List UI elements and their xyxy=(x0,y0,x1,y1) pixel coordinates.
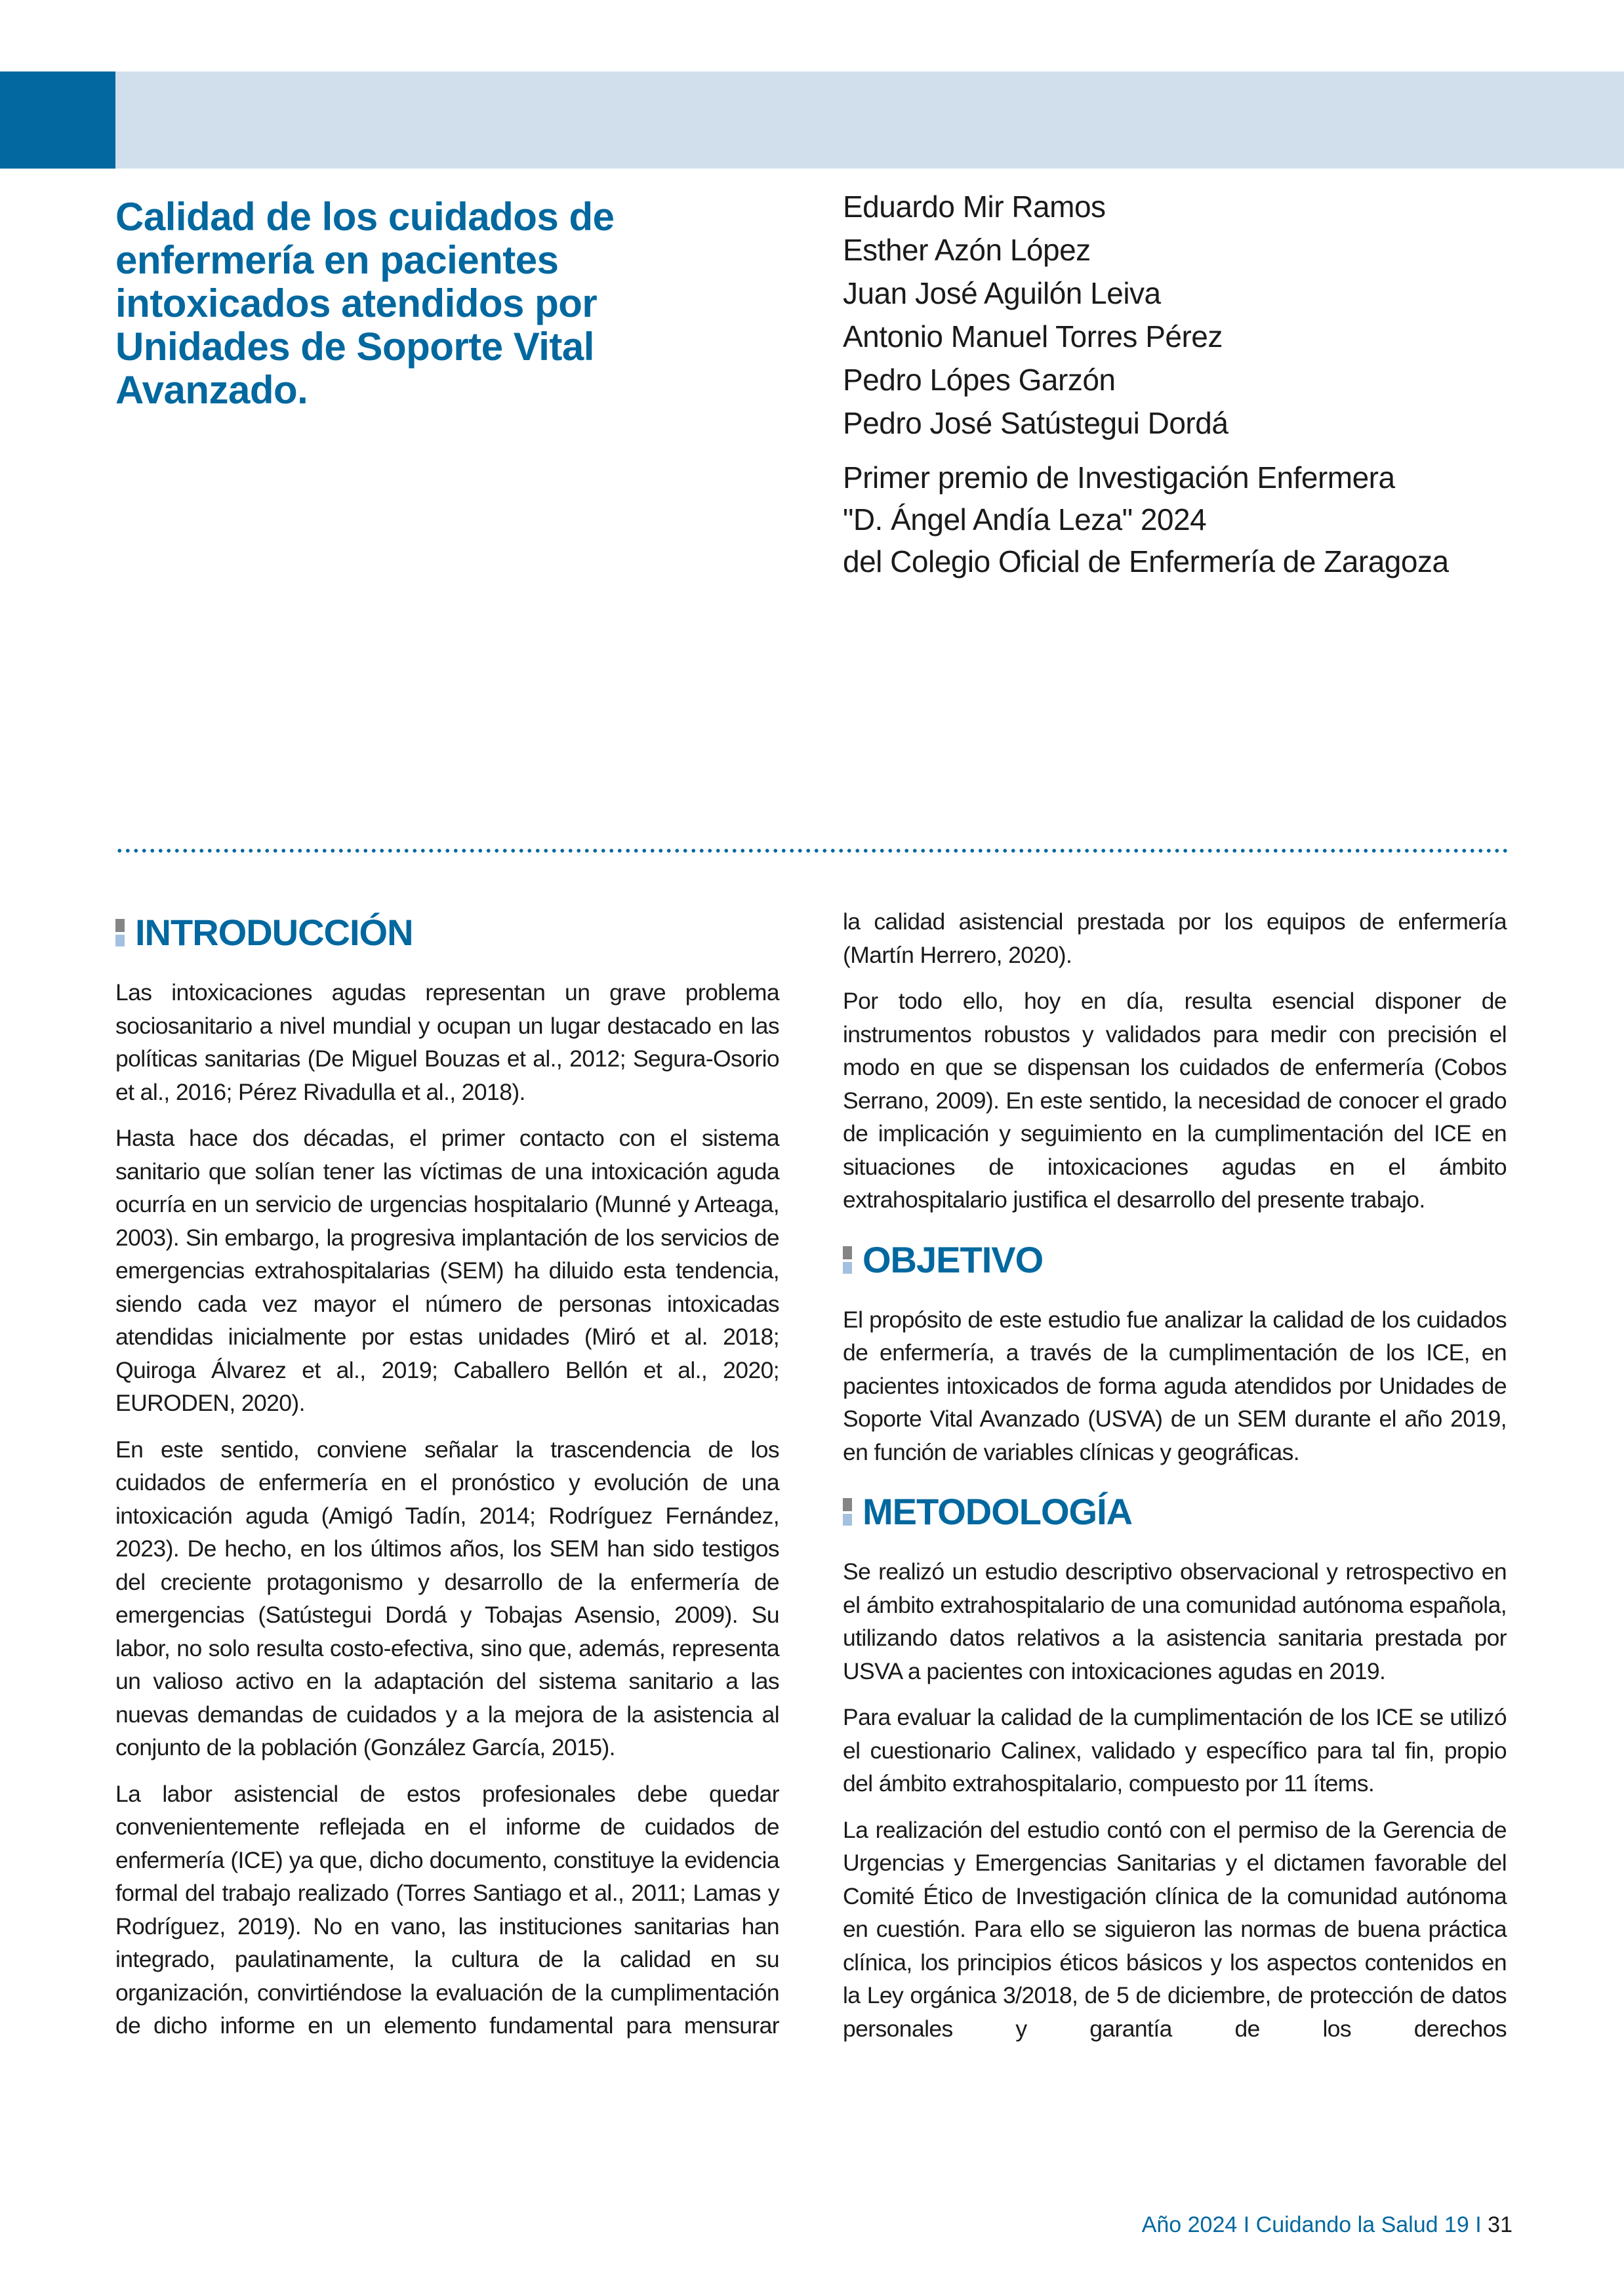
paragraph: La labor asistencial de estos profesionales debe quedar convenientemente reflejada en el informe de cuidados de enfermería (ICE) ya que, dicho documento, constituye la evidencia formal del trabajo realizado (Torres Santiago et al., 2011; Lamas y Rodríguez, 2019). No en vano, las instituciones sanitarias han integrado, paulatinamente, la cultura de la calidad en su organización, convirtiéndose la evaluación de la cumplimentación de dicho informe en un elemento fundamental para mensurar xyxy=(115,1780,779,2039)
paragraph: Por todo ello, hoy en día, resulta esencial disponer de instrumentos robustos y validados para medir con precisión el modo en que se dispensan los cuidados de enfermería (Cobos Serrano, 2009). En este sentido, la necesidad de conocer el grado de implicación y seguimiento en la cumplimentación del ICE en situaciones de intoxicaciones agudas en el ámbito extrahospitalario justifica el desarrollo del presente trabajo. xyxy=(843,988,1507,1213)
author-name: Juan José Aguilón Leiva xyxy=(843,276,1161,310)
paragraph: En este sentido, conviene señalar la trascendencia de los cuidados de enfermería en el pronóstico y evolución de una intoxicación aguda (Amigó Tadín, 2014; Rodríguez Fernández, 2023). De hecho, en los últimos años, los SEM han sido testigos del creciente protagonismo y desarrollo de la enfermería de emergencias (Satústegui Dordá y Tobajas Asensio, 2009). Su labor, no solo resulta costo-efectiva, sino que, además, representa un valioso activo en la adaptación del sistema sanitario a las nuevas demandas de cuidados y a la mejora de la asistencia al conjunto de la población (González García, 2015). xyxy=(115,1436,779,1760)
paragraph: Se realizó un estudio descriptivo observacional y retrospectivo en el ámbito extrahospitalario de una comunidad autónoma española, utilizando datos relativos a la asistencia sanitaria prestada por USVA a pacientes con intoxicaciones agudas en 2019. xyxy=(843,1558,1507,1684)
award-line: Primer premio de Investigación Enfermera xyxy=(843,460,1395,495)
article-title: Calidad de los cuidados de enfermería en pacientes intoxicados atendidos por Unidades de Soporte Vital Avanzado. xyxy=(115,195,615,412)
section-heading-text: OBJETIVO xyxy=(863,1238,1044,1280)
heading-marker-icon xyxy=(115,919,125,946)
left-column xyxy=(115,912,779,2056)
paragraph: Hasta hace dos décadas, el primer contacto con el sistema sanitario que solían tener las víctimas de una intoxicación aguda ocurría en un servicio de urgencias hospitalario (Munné y Arteaga, 2003). Sin embargo, la progresiva implantación de los servicios de emergencias extrahospitalarias (SEM) ha diluido esta tendencia, siendo cada vez mayor el número de personas intoxicadas atendidas inicialmente por estas unidades (Miró et al. 2018; Quiroga Álvarez et al., 2019; Caballero Bellón et al., 2020; EURODEN, 2020). xyxy=(115,1125,779,1416)
paragraph: Para evaluar la calidad de la cumplimentación de los ICE se utilizó el cuestionario Calinex, validado y específico para tal fin, propio del ámbito extrahospitalario, compuesto por 11 ítems. xyxy=(843,1704,1507,1797)
section-heading-text: INTRODUCCIÓN xyxy=(135,912,413,953)
paragraph: Las intoxicaciones agudas representan un grave problema sociosanitario a nivel mundial y ocupan un lugar destacado en las políticas sanitarias (De Miguel Bouzas et al., 2012; Segura-Osorio et al., 2016; Pérez Rivadulla et al., 2018). xyxy=(115,979,779,1105)
author-name: Antonio Manuel Torres Pérez xyxy=(843,319,1223,354)
header-band xyxy=(0,71,1624,169)
footer-year: Año 2024 xyxy=(1141,2212,1238,2237)
section-heading-metodologia xyxy=(843,1491,1507,1533)
author-name: Esther Azón López xyxy=(843,233,1091,267)
heading-marker-icon xyxy=(843,1246,852,1274)
heading-marker-icon xyxy=(843,1498,852,1526)
paragraph: El propósito de este estudio fue analizar la calidad de los cuidados de enfermería, a través de la cumplimentación de los ICE, en pacientes intoxicados de forma aguda atendidos por Unidades de Soporte Vital Avanzado (USVA) de un SEM durante el año 2019, en función de variables clínicas y geográficas. xyxy=(843,1306,1507,1465)
author-name: Pedro Lópes Garzón xyxy=(843,363,1116,397)
page-number: 31 xyxy=(1488,2212,1512,2237)
award-note xyxy=(843,457,1499,582)
author-name: Eduardo Mir Ramos xyxy=(843,190,1106,224)
paragraph: la calidad asistencial prestada por los equipos de enfermería (Martín Herrero, 2020). xyxy=(843,908,1507,968)
right-column xyxy=(843,905,1507,2058)
page-footer xyxy=(1142,2212,1512,2238)
section-heading-introduccion xyxy=(115,912,779,954)
footer-separator: I xyxy=(1475,2212,1482,2237)
author-name: Pedro José Satústegui Dordá xyxy=(843,406,1228,440)
author-block xyxy=(843,185,1499,582)
section-heading-objetivo xyxy=(843,1239,1507,1281)
header-accent-block xyxy=(0,71,115,169)
award-line: del Colegio Oficial de Enfermería de Zaragoza xyxy=(843,544,1449,579)
section-heading-text: METODOLOGÍA xyxy=(863,1491,1133,1532)
award-line: "D. Ángel Andía Leza" 2024 xyxy=(843,502,1207,537)
footer-separator: I xyxy=(1243,2212,1250,2237)
dotted-divider xyxy=(115,849,1510,853)
footer-publication: Cuidando la Salud 19 xyxy=(1255,2212,1469,2237)
paragraph: La realización del estudio contó con el permiso de la Gerencia de Urgencias y Emergencias Sanitarias y el dictamen favorable del Comité Ético de Investigación clínica de la comunidad autónoma en cuestión. Para ello se siguieron las normas de buena práctica clínica, los principios éticos básicos y los aspectos contenidos en la Ley orgánica 3/2018, de 5 de diciembre, de protección de datos personales y garantía de los derechos xyxy=(843,1816,1507,2042)
